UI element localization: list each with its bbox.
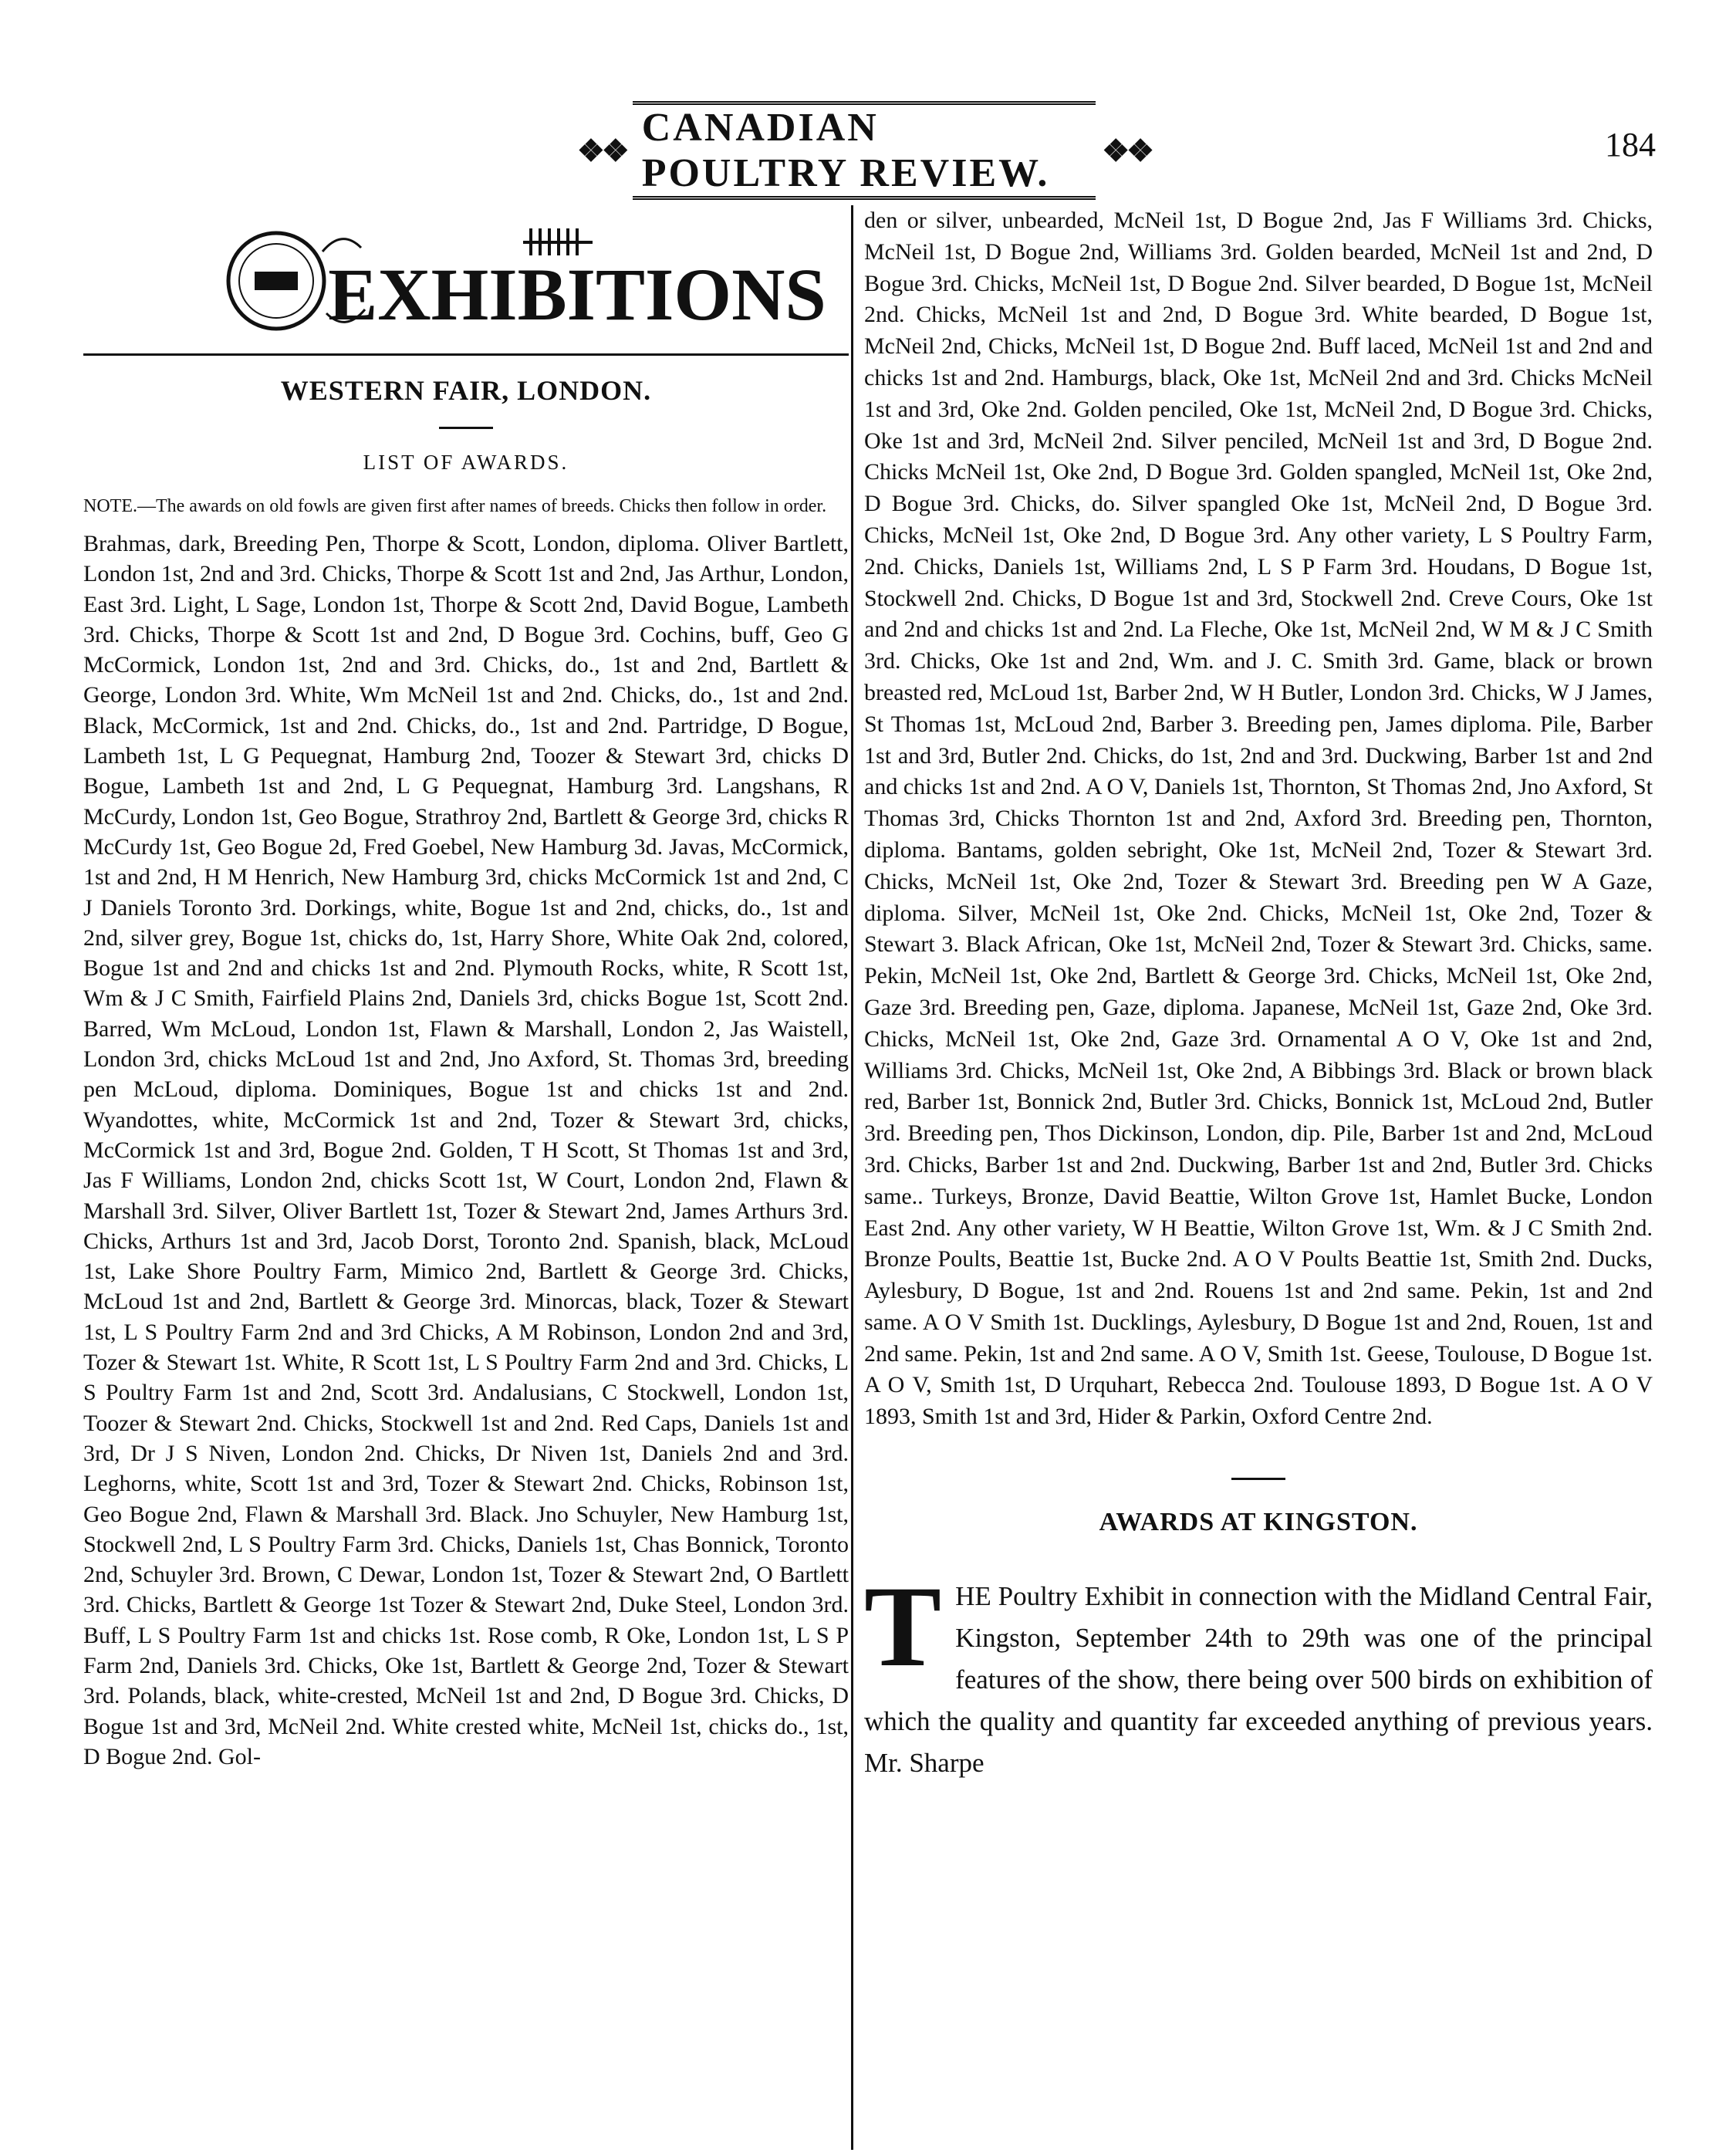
column-divider [851,205,853,2150]
kingston-heading: AWARDS AT KINGSTON. [1099,1508,1418,1537]
list-of-awards-heading: LIST OF AWARDS. [363,451,569,474]
western-fair-awards-text: Brahmas, dark, Breeding Pen, Thorpe & Scott, London, diploma. Oliver Bartlett, London 1st, 2nd and 3rd. Chicks, Thorpe & Scott 1st and 2nd, Jas Arthur, London, East 3rd. Light, L Sage, London 1st, Thorpe & Scott 2nd, David Bogue, Lambeth 3rd. Chicks, Thorpe & Scott 1st and 2nd, D Bogue 3rd. Cochins, buff, Geo G McCormick, London 1st, 2nd and 3rd. Chicks, do., 1st and 2nd, Bartlett & George, London 3rd. White, Wm McNeil 1st and 2nd. Chicks, do., 1st and 2nd. Black, McCormick, 1st and 2nd. Chicks, do., 1st and 2nd. Partridge, D Bogue, Lambeth 1st, L G Pequegnat, Hamburg 2nd, Toozer & Stewart 3rd, chicks D Bogue, Lambeth 1st and 2nd, L G Pequegnat, Hamburg 3rd. Langshans, R McCurdy, London 1st, Geo Bogue, Strathroy 2nd, Bartlett & George 3rd, chicks R McCurdy 1st, Geo Bogue 2d, Fred Goebel, New Hamburg 3d. Javas, McCormick, 1st and 2nd, H M Henrich, New Hamburg 3rd, chicks McCormick 1st and 2nd, C J Daniels Toronto 3rd. Dorkings, white, Bogue 1st and 2nd, chicks, do., 1st and 2nd, silver grey, Bogue 1st, chicks do, 1st, Harry Shore, White Oak 2nd, colored, Bogue 1st and 2nd and chicks 1st and 2nd. Plymouth Rocks, white, R Scott 1st, Wm & J C Smith, Fairfield Plains 2nd, Daniels 3rd, chicks Bogue 1st, Scott 2nd. Barred, Wm McLoud, London 1st, Flawn & Marshall, London 2, Jas Waistell, London 3rd, chicks McLoud 1st and 2nd, Jno Axford, St. Thomas 3rd, breeding pen McLoud, diploma. Dominiques, Bogue 1st and chicks 1st and 2nd. Wyandottes, white, McCormick 1st and 2nd, Tozer & Stewart 3rd, chicks, McCormick 1st and 3rd, Bogue 2nd. Golden, T H Scott, St Thomas 1st and 3rd, Jas F Williams, London 2nd, chicks Scott 1st, W Court, London 2nd, Flawn & Marshall 3rd. Silver, Oliver Bartlett 1st, Tozer & Stewart 2nd, James Arthurs 3rd. Chicks, Arthurs 1st and 3rd, Jacob Dorst, Toronto 2nd. Spanish, black, McLoud 1st, Lake Shore Poultry Farm, Mimico 2nd, Bartlett & George 3rd. Chicks, McLoud 1st and 2nd, Bartlett & George 3rd. Minorcas, black, Tozer & Stewart 1st, L S Poultry Farm 2nd and 3rd Chicks, A M Robinson, London 2nd and 3rd, Tozer & Stewart 1st. White, R Scott 1st, L S Poultry Farm 2nd and 3rd. Chicks, L S Poultry Farm 1st and 2nd, Scott 3rd. Andalusians, C Stockwell, London 1st, Toozer & Stewart 2nd. Chicks, Stockwell 1st and 2nd. Red Caps, Daniels 1st and 3rd, Dr J S Niven, London 2nd. Chicks, Dr Niven 1st, Daniels 2nd and 3rd. Leghorns, white, Scott 1st and 3rd, Tozer & Stewart 2nd. Chicks, Robinson 1st, Geo Bogue 2nd, Flawn & Marshall 3rd. Black. Jno Schuyler, New Hamburg 1st, Stockwell 2nd, L S Poultry Farm 3rd. Chicks, Daniels 1st, Chas Bonnick, Toronto 2nd, Schuyler 3rd. Brown, C Dewar, London 1st, Tozer & Stewart 2nd, O Bartlett 3rd. Chicks, Bartlett & George 1st Tozer & Stewart 2nd, Duke Steel, London 3rd. Buff, L S Poultry Farm 1st and chicks 1st. Rose comb, R Oke, London 1st, L S P Farm 2nd, Daniels 3rd. Chicks, Oke 1st, Bartlett & George 2nd, Tozer & Stewart 3rd. Polands, black, white-crested, McNeil 1st and 2nd, D Bogue 3rd. Chicks, D Bogue 1st and 3rd, McNeil 2nd. White crested white, McNeil 1st, chicks do., 1st, D Bogue 2nd. Gol- [83,531,849,1769]
masthead-title: CANADIAN POULTRY REVIEW. [633,101,1096,200]
masthead-ornament-right-icon: ❖❖ [1102,133,1151,168]
kingston-intro [864,1563,1653,1784]
masthead-ornament-left-icon: ❖❖ [577,133,627,168]
masthead [571,106,1157,195]
right-column [864,205,1653,1784]
exhibitions-banner-text: EXHIBITIONS [328,253,824,336]
kingston-intro-text: HE Poultry Exhibit in connection with the Midland Central Fair, Kingston, September 24th to 29th was one of the principal features of the show, there being over 500 birds on exhibition of which the quality and quantity far exceeded anything of previous years. Mr. Sharpe [864,1581,1653,1779]
western-fair-heading: WESTERN FAIR, LONDON. [280,375,652,406]
drop-cap: T [864,1563,942,1691]
heading-rule [439,427,493,429]
exhibitions-banner-art [207,221,824,336]
kingston-rule [1231,1478,1285,1480]
section-rule [83,353,849,356]
awards-note: NOTE.—The awards on old fowls are given first after names of breeds. Chicks then follow in order. [83,496,827,516]
left-column [83,205,849,1772]
exhibitions-banner [207,221,824,336]
western-fair-awards-continued: den or silver, unbearded, McNeil 1st, D Bogue 2nd, Jas F Williams 3rd. Chicks, McNeil 1st, D Bogue 2nd, Williams 3rd. Golden bearded, McNeil 1st and 2nd, D Bogue 3rd. Chicks, McNeil 1st, D Bogue 2nd. Silver bearded, D Bogue 1st, McNeil 2nd. Chicks, McNeil 1st and 2nd, D Bogue 3rd. White bearded, D Bogue 1st, McNeil 2nd, Chicks, McNeil 1st, D Bogue 2nd. Buff laced, McNeil 1st and 2nd and chicks 1st and 2nd. Hamburgs, black, Oke 1st, McNeil 2nd and 3rd. Chicks McNeil 1st and 3rd, Oke 2nd. Golden penciled, Oke 1st, McNeil 2nd, D Bogue 3rd. Chicks, Oke 1st and 3rd, McNeil 2nd. Silver penciled, McNeil 1st and 3rd, D Bogue 2nd. Chicks McNeil 1st, Oke 2nd, D Bogue 3rd. Golden spangled, McNeil 1st, Oke 2nd, D Bogue 3rd. Chicks, do. Silver spangled Oke 1st, McNeil 2nd, D Bogue 3rd. Chicks, McNeil 1st, Oke 2nd, D Bogue 3rd. Any other variety, L S Poultry Farm, 2nd. Chicks, Daniels 1st, Williams 2nd, L S P Farm 3rd. Houdans, D Bogue 1st, Stockwell 2nd. Chicks, D Bogue 1st and 3rd, Stockwell 2nd. Creve Cours, Oke 1st and 2nd and chicks 1st and 2nd. La Fleche, Oke 1st, McNeil 2nd, W M & J C Smith 3rd. Chicks, Oke 1st and 2nd, Wm. and J. C. Smith 3rd. Game, black or brown breasted red, McLoud 1st, Barber 2nd, W H Butler, London 3rd. Chicks, W J James, St Thomas 1st, McLoud 2nd, Barber 3. Breeding pen, James diploma. Pile, Barber 1st and 3rd, Butler 2nd. Chicks, do 1st, 2nd and 3rd. Duckwing, Barber 1st and 2nd and chicks 1st and 2nd. A O V, Daniels 1st, Thornton, St Thomas 2nd, Jno Axford, St Thomas 3rd, Chicks Thornton 1st and 2nd, Axford 3rd. Breeding pen, Thornton, diploma. Bantams, golden sebright, Oke 1st, McNeil 2nd, Tozer & Stewart 3rd. Chicks, McNeil 1st, Oke 2nd, Tozer & Stewart 3rd. Breeding pen W A Gaze, diploma. Silver, McNeil 1st, Oke 2nd. Chicks, McNeil 1st, Oke 2nd, Tozer & Stewart 3. Black African, Oke 1st, McNeil 2nd, Tozer & Stewart 3rd. Chicks, same. Pekin, McNeil 1st, Oke 2nd, Bartlett & George 3rd. Chicks, McNeil 1st, Oke 2nd, Gaze 3rd. Breeding pen, Gaze, diploma. Japanese, McNeil 1st, Gaze 2nd, Oke 3rd. Chicks, McNeil 1st, Oke 2nd, Gaze 3rd. Ornamental A O V, Oke 1st and 2nd, Williams 3rd. Chicks, McNeil 1st, Oke 2nd, A Bibbings 3rd. Black or brown black red, Barber 1st, Bonnick 2nd, Butler 3rd. Chicks, Bonnick 1st, McLoud 2nd, Butler 3rd. Breeding pen, Thos Dickinson, London, dip. Pile, Barber 1st and 2nd, McLoud 3rd. Chicks, Barber 1st and 2nd. Duckwing, Barber 1st and 2nd, Butler 3rd. Chicks same.. Turkeys, Bronze, David Beattie, Wilton Grove 1st, Hamlet Bucke, London East 2nd. Any other variety, W H Beattie, Wilton Grove 1st, Wm. & J C Smith 2nd. Bronze Poults, Beattie 1st, Bucke 2nd. A O V Poults Beattie 1st, Smith 2nd. Ducks, Aylesbury, D Bogue, 1st and 2nd. Rouens 1st and 2nd same. Pekin, 1st and 2nd same. A O V Smith 1st. Ducklings, Aylesbury, D Bogue 1st and 2nd, Rouen, 1st and 2nd same. Pekin, 1st and 2nd same. A O V, Smith 1st. Geese, Toulouse, D Bogue 1st. A O V, Smith 1st, D Urquhart, Rebecca 2nd. Toulouse 1893, D Bogue 1st. A O V 1893, Smith 1st and 3rd, Hider & Parkin, Oxford Centre 2nd. [864,208,1653,1430]
page-number: 184 [1605,126,1656,164]
